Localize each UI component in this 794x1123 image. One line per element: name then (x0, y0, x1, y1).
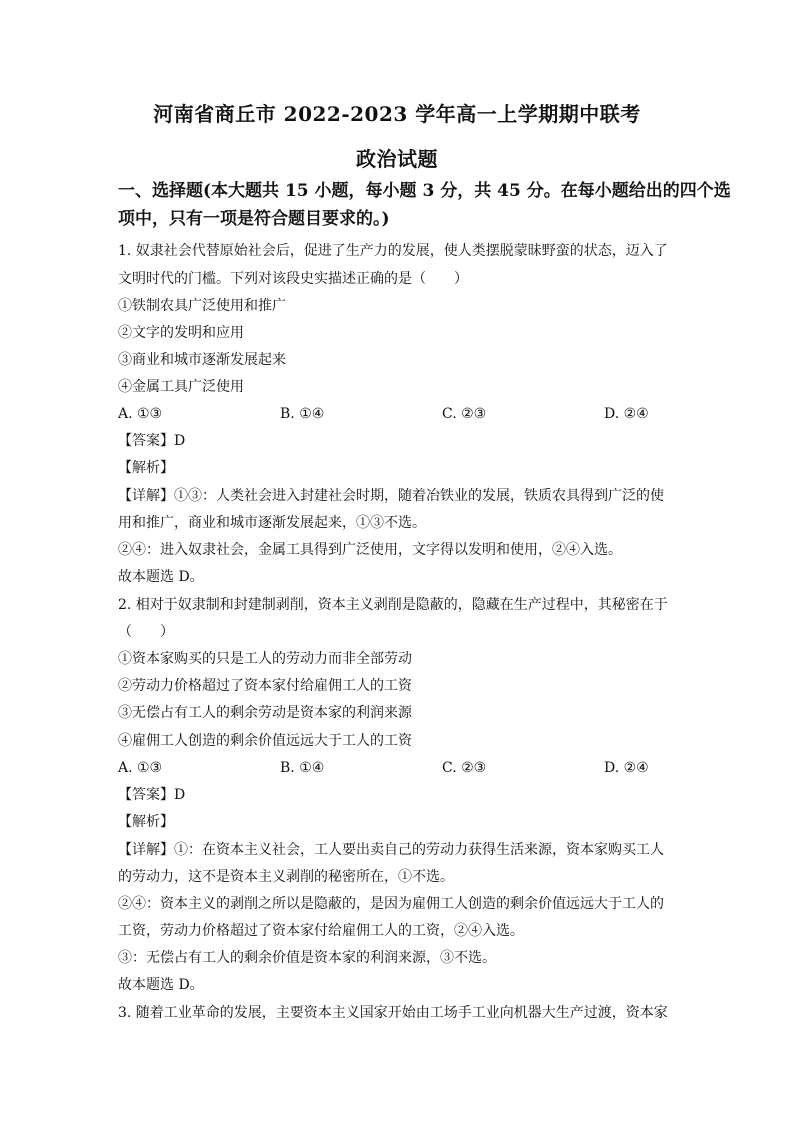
q1-option-b: B. ①④ (280, 406, 325, 422)
q1-detail-line-1: 【详解】①③：人类社会进入封建社会时期，随着冶铁业的发展，铁质农具得到广泛的使 (118, 488, 664, 504)
q2-stem-line-2: （ ） (118, 624, 174, 640)
q1-option-d: D. ②④ (604, 406, 649, 422)
q2-answer: 【答案】D (118, 787, 186, 803)
q1-option-a: A. ①③ (118, 406, 163, 422)
q1-item-3: ③商业和城市逐渐发展起来 (118, 352, 286, 368)
q2-detail-line-4: 工资，劳动力价格超过了资本家付给雇佣工人的工资，②④入选。 (118, 923, 524, 939)
q1-answer: 【答案】D (118, 433, 186, 449)
q1-item-4: ④金属工具广泛使用 (118, 379, 244, 395)
q1-item-2: ②文字的发明和应用 (118, 325, 244, 341)
q2-item-2: ②劳动力价格超过了资本家付给雇佣工人的工资 (118, 678, 412, 694)
q2-item-4: ④雇佣工人创造的剩余价值远远大于工人的工资 (118, 733, 412, 749)
q2-detail-line-2: 的劳动力，这不是资本主义剥削的秘密所在，①不选。 (118, 869, 454, 885)
q2-option-a: A. ①③ (118, 760, 163, 776)
q2-stem-line-1: 2. 相对于奴隶制和封建制剥削，资本主义剥削是隐蔽的，隐藏在生产过程中，其秘密在于 (118, 597, 668, 613)
q2-option-c: C. ②③ (442, 760, 487, 776)
section-heading-line-2: 项中，只有一项是符合题目要求的。) (118, 209, 390, 229)
document-title: 河南省商丘市 2022-2023 学年高一上学期期中联考 (153, 102, 641, 126)
q1-option-c: C. ②③ (442, 406, 487, 422)
q1-analysis-label: 【解析】 (118, 460, 174, 476)
q2-option-b: B. ①④ (280, 760, 325, 776)
q2-detail-line-3: ②④：资本主义的剥削之所以是隐蔽的，是因为雇佣工人创造的剩余价值远远大于工人的 (118, 896, 664, 912)
q3-stem-line-1: 3. 随着工业革命的发展，主要资本主义国家开始由工场手工业向机器大生产过渡，资本家 (118, 1005, 668, 1021)
q1-stem-line-2: 文明时代的门槛。下列对该段史实描述正确的是（ ） (118, 271, 468, 287)
q2-option-d: D. ②④ (604, 760, 649, 776)
q2-detail-line-5: ③：无偿占有工人的剩余价值是资本家的利润来源，③不选。 (118, 950, 496, 966)
q2-conclusion: 故本题选 D。 (118, 977, 204, 993)
q1-conclusion: 故本题选 D。 (118, 569, 204, 585)
q1-stem-line-1: 1. 奴隶社会代替原始社会后，促进了生产力的发展，使人类摆脱蒙昧野蛮的状态，迈入了 (118, 243, 668, 259)
q2-item-1: ①资本家购买的只是工人的劳动力而非全部劳动 (118, 651, 412, 667)
q1-detail-line-2: 用和推广，商业和城市逐渐发展起来，①③不选。 (118, 515, 426, 531)
section-heading-line-1: 一、选择题(本大题共 15 小题，每小题 3 分，共 45 分。在每小题给出的四个选 (118, 181, 731, 201)
q1-detail-line-3: ②④：进入奴隶社会，金属工具得到广泛使用，文字得以发明和使用，②④入选。 (118, 542, 622, 558)
q2-analysis-label: 【解析】 (118, 814, 174, 830)
document-subtitle: 政治试题 (356, 147, 438, 171)
q1-item-1: ①铁制农具广泛使用和推广 (118, 298, 286, 314)
q2-detail-line-1: 【详解】①：在资本主义社会，工人要出卖自己的劳动力获得生活来源，资本家购买工人 (118, 842, 664, 858)
q2-item-3: ③无偿占有工人的剩余劳动是资本家的利润来源 (118, 705, 412, 721)
